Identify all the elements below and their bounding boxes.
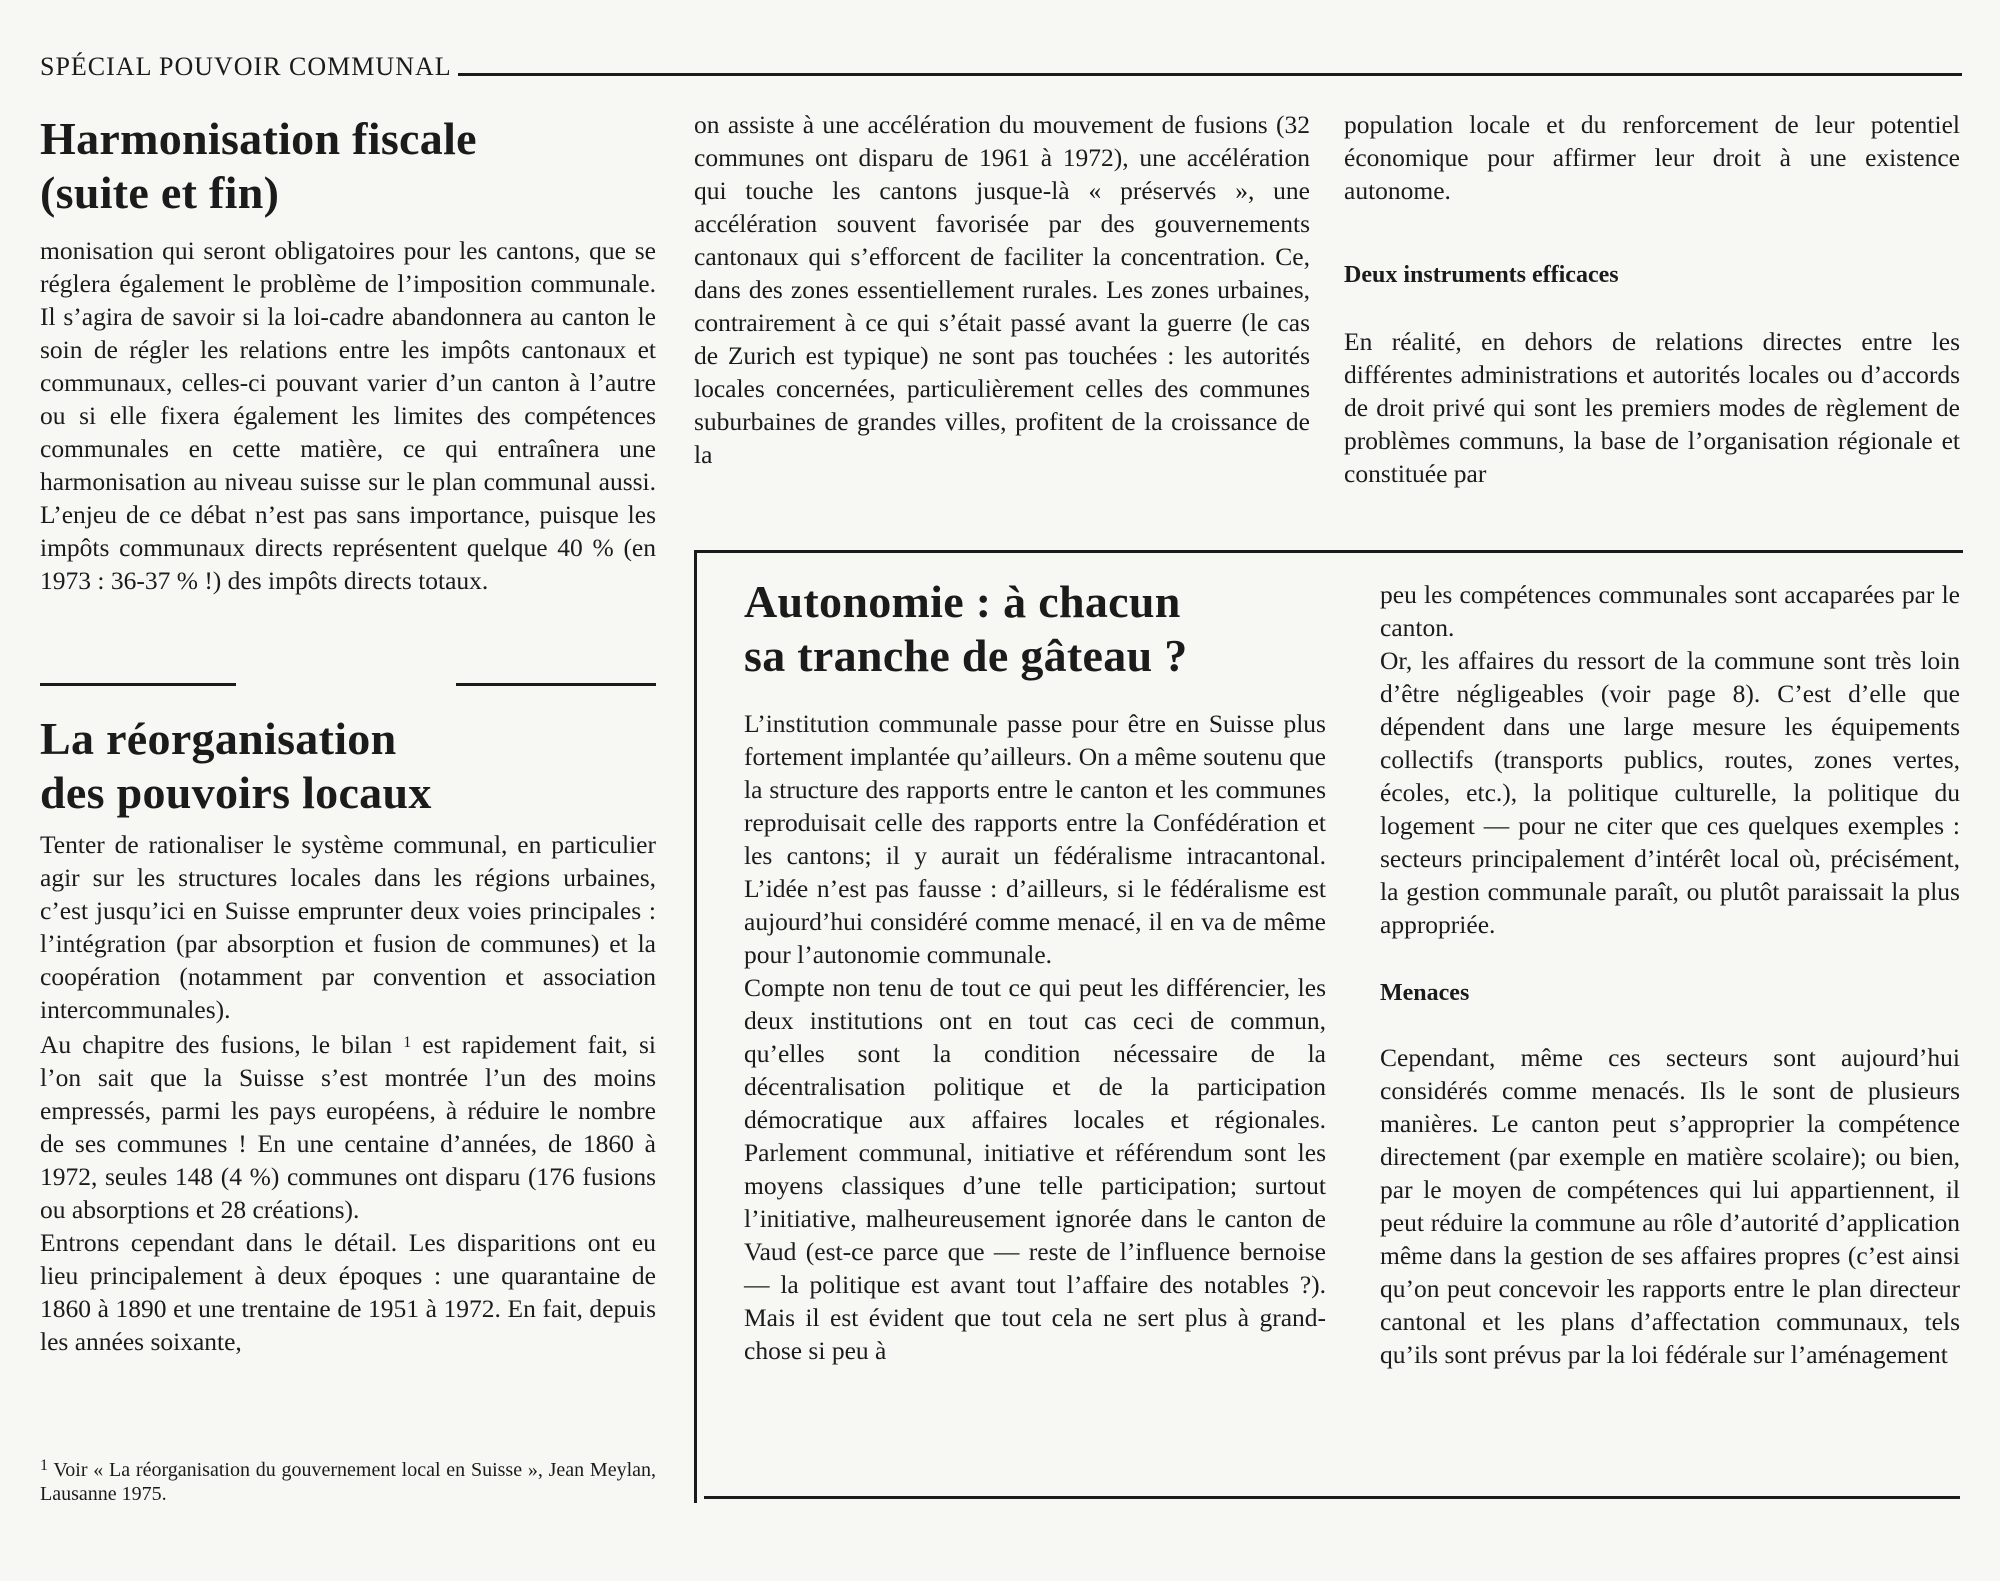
reorg-para3: Entrons cependant dans le détail. Les disparitions ont eu lieu principalement à deux époques : une quarantaine de 1860 à 1890 et une trentaine de 1951 à 1972. En fait, depuis les années soixante, xyxy=(40,1228,656,1356)
fiscal-title-line2: (suite et fin) xyxy=(40,167,280,218)
fiscal-body: monisation qui seront obligatoires pour les cantons, que se réglera également le problème de l’imposition communale. Il s’agira de savoir si la loi-cadre abandonnera au canton le soin de régler les relations entre les impôts cantonaux et communaux, celles-ci pouvant varier d’un canton à l’autre ou si elle fixera également les limites des compétences communales en cette matière, ce qui entraînera une harmonisation au niveau suisse sur le plan communal aussi. L’enjeu de ce débat n’est pas sans importance, puisque les impôts communaux directs représentent quelque 40 % (en 1973 : 36-37 % !) des impôts directs totaux. xyxy=(40,236,656,595)
reorg-col2-text: on assiste à une accélération du mouvement de fusions (32 communes ont disparu de 1961 à 1972), une accélération qui touche les cantons jusque-là « préservés », une accélération souvent favorisée par des gouvernements cantonaux qui s’efforcent de faciliter la concentration. Ce, dans des zones essentiellement rurales. Les zones urbaines, contrairement à ce qui s’était passé avant la guerre (le cas de Zurich est typique) ne sont pas touchées : les autorités locales concernées, particulièrement celles des communes suburbaines de grandes villes, profitent de la croissance de la xyxy=(694,110,1310,469)
autonomie-col-b-para3: Cependant, même ces secteurs sont aujourd’hui considérés comme menacés. Ils le sont de plusieurs manières. Le canton peut s’approprier la compétence directement (par exemple en matière scolaire); ou bien, par le moyen de compétences qui lui appartiennent, il peut réduire la commune au rôle d’autorité d’application même dans la gestion de ses affaires propres (c’est ainsi qu’on peut concevoir les rapports entre le plan directeur cantonal et les plans d’affectation communaux, tels qu’ils sont prévus par la loi fédérale sur l’aménagement xyxy=(1380,1043,1960,1369)
footnote xyxy=(40,1454,656,1506)
article-reorg-column xyxy=(40,712,656,1358)
reorg-continuation-column xyxy=(694,108,1310,471)
reorg-col3-text2: En réalité, en dehors de relations directes entre les différentes administrations et autorités locales ou d’accords de droit privé qui sont les premiers modes de règlement de problèmes communs, la base de l’organisation régionale et constituée par xyxy=(1344,327,1960,488)
reorg-para1: Tenter de rationaliser le système communal, en particulier agir sur les structures locales dans les régions urbaines, c’est jusqu’ici en Suisse emprunter deux voies principales : l’intégration (par absorption et fusion de communes) et la coopération (notamment par convention et association intercommunales). xyxy=(40,830,656,1024)
autonomie-box-bottom-rule xyxy=(704,1496,1960,1499)
footnote-ref: 1 xyxy=(403,1034,412,1051)
article-fiscal-column xyxy=(40,112,656,597)
autonomie-col-b-para1: peu les compétences communales sont accaparées par le canton. xyxy=(1380,580,1960,642)
autonomie-col-b-para2: Or, les affaires du ressort de la commune sont très loin d’être négligeables (voir page 8). C’est d’elle que dépendent dans une large mesure les équipements collectifs (transports publics, routes, zones vertes, écoles, etc.), la politique culturelle, la politique du logement — pour ne citer que ces quelques exemples : secteurs principalement d’intérêt local où, précisément, la gestion communale paraît, ou plutôt paraissait la plus appropriée. xyxy=(1380,646,1960,939)
header-rule xyxy=(458,73,1962,76)
reorg-title xyxy=(40,712,656,820)
autonomie-para1: L’institution communale passe pour être en Suisse plus fortement implantée qu’ailleurs. On a même soutenu que la structure des rapports entre le canton et les communes reproduisait celle des rapports entre la Confédération et les cantons; il y aurait un fédéralisme intracantonal. L’idée n’est pas fausse : d’ailleurs, si le fédéralisme est aujourd’hui considéré comme menacé, il en va de même pour l’autonomie communale. xyxy=(744,709,1326,969)
reorg-para2 xyxy=(40,1026,656,1226)
autonomie-title-line2: sa tranche de gâteau ? xyxy=(744,630,1188,681)
running-header xyxy=(40,40,1962,80)
reorg-col3-text: population locale et du renforcement de leur potentiel économique pour affirmer leur droit à une existence autonome. xyxy=(1344,110,1960,205)
fiscal-title-line1: Harmonisation fiscale xyxy=(40,113,477,164)
reorg-title-line1: La réorganisation xyxy=(40,713,397,764)
autonomie-column-a xyxy=(744,575,1326,1367)
subhead-menaces: Menaces xyxy=(1380,980,1470,1006)
footnote-text: Voir « La réorganisation du gouvernement local en Suisse », Jean Meylan, Lausanne 1975. xyxy=(40,1459,657,1505)
footnote-mark: 1 xyxy=(40,1457,48,1474)
autonomie-title-line1: Autonomie : à chacun xyxy=(744,576,1181,627)
section-label: SPÉCIAL POUVOIR COMMUNAL xyxy=(40,52,452,81)
autonomie-para2: Compte non tenu de tout ce qui peut les différencier, les deux institutions ont en tout cas ceci de commun, qu’elles sont la condition nécessaire de la décentralisation politique et de la participation démocratique aux affaires locales et régionales. Parlement communal, initiative et référendum sont les moyens classiques d’une telle participation; surtout l’initiative, malheureusement ignorée dans le canton de Vaud (est-ce parce que — reste de l’influence bernoise — la politique est avant tout l’affaire des notables ?). Mais il est évident que tout cela ne sert plus à grand-chose si peu à xyxy=(744,973,1326,1365)
reorg-title-line2: des pouvoirs locaux xyxy=(40,767,432,818)
autonomie-column-b xyxy=(1380,578,1960,1371)
reorg-para2-before: Au chapitre des fusions, le bilan xyxy=(40,1030,393,1059)
reorg-para2-after: est rapidement fait, si l’on sait que la Suisse s’est montrée l’un des moins empressés, parmi les pays européens, à réduire le nombre de ses communes ! En une centaine d’années, de 1860 à 1972, seules 148 (4 %) communes ont disparu (176 fusions ou absorptions et 28 créations). xyxy=(40,1030,657,1224)
autonomie-title xyxy=(744,575,1326,683)
article-separator-left xyxy=(40,683,236,686)
fiscal-title xyxy=(40,112,656,220)
article-separator-right xyxy=(456,683,656,686)
reorg-column-3 xyxy=(1344,108,1960,490)
subhead-deux-instruments: Deux instruments efficaces xyxy=(1344,262,1619,288)
